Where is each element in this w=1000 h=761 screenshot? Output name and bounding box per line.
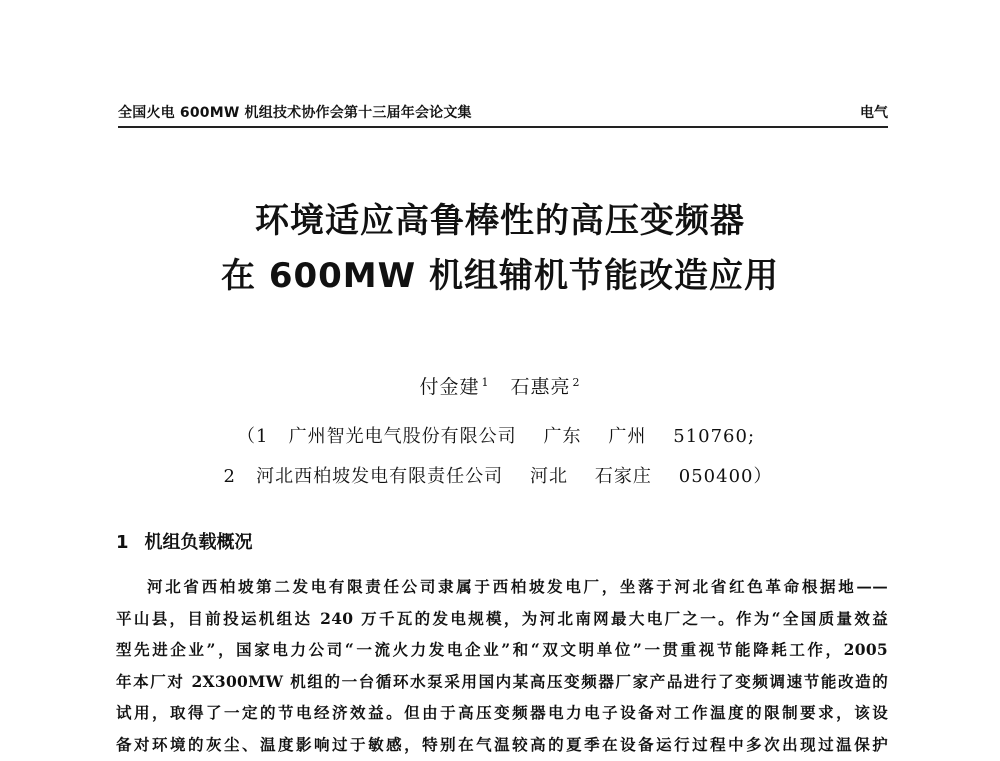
paper-title-line-1: 环境适应高鲁棒性的高压变频器 bbox=[255, 201, 745, 241]
section-heading bbox=[116, 528, 253, 554]
proceedings-title: 全国火电 600MW 机组技术协作会第十三届年会论文集 bbox=[118, 105, 472, 121]
body-line: 年本厂对 2X300MW 机组的一台循环水泵采用国内某高压变频器厂家产品进行了变频调速节能改造的 bbox=[116, 671, 888, 691]
section-title: 机组负载概况 bbox=[144, 532, 253, 553]
paper-title-line-2: 在 600MW 机组辅机节能改造应用 bbox=[221, 256, 779, 296]
author-1 bbox=[419, 376, 503, 398]
body-line: 型先进企业”，国家电力公司“一流火力发电企业”和“双文明单位”一贯重视节能降耗工作，2005 bbox=[116, 640, 888, 660]
author-list bbox=[0, 372, 1000, 399]
author-name: 石惠亮 bbox=[510, 376, 571, 398]
body-line: 平山县，目前投运机组达 240 万千瓦的发电规模，为河北南网最大电厂之一。作为“全国质量效益 bbox=[116, 608, 888, 628]
affiliation-line-1: （1 广州智光电气股份有限公司 广东 广州 510760; bbox=[236, 426, 756, 447]
section-number: 1 bbox=[116, 532, 129, 553]
body-paragraph bbox=[116, 571, 888, 761]
running-header bbox=[118, 100, 888, 128]
author-2 bbox=[511, 376, 581, 398]
affiliation-line-2: 2 河北西柏坡发电有限责任公司 河北 石家庄 050400） bbox=[223, 466, 773, 487]
body-line: 河北省西柏坡第二发电有限责任公司隶属于西柏坡发电厂，坐落于河北省红色革命根据地—— bbox=[147, 577, 888, 596]
author-name: 付金建 bbox=[419, 376, 480, 398]
category-label: 电气 bbox=[860, 105, 888, 121]
author-affiliation-mark: 2 bbox=[572, 375, 581, 389]
body-line: 备对环境的灰尘、温度影响过于敏感，特别在气温较高的夏季在设备运行过程中多次出现过温保护 bbox=[116, 734, 888, 754]
author-affiliation-mark: 1 bbox=[481, 375, 490, 389]
body-line: 试用，取得了一定的节电经济效益。但由于高压变频器电力电子设备对工作温度的限制要求，该设 bbox=[116, 703, 888, 723]
